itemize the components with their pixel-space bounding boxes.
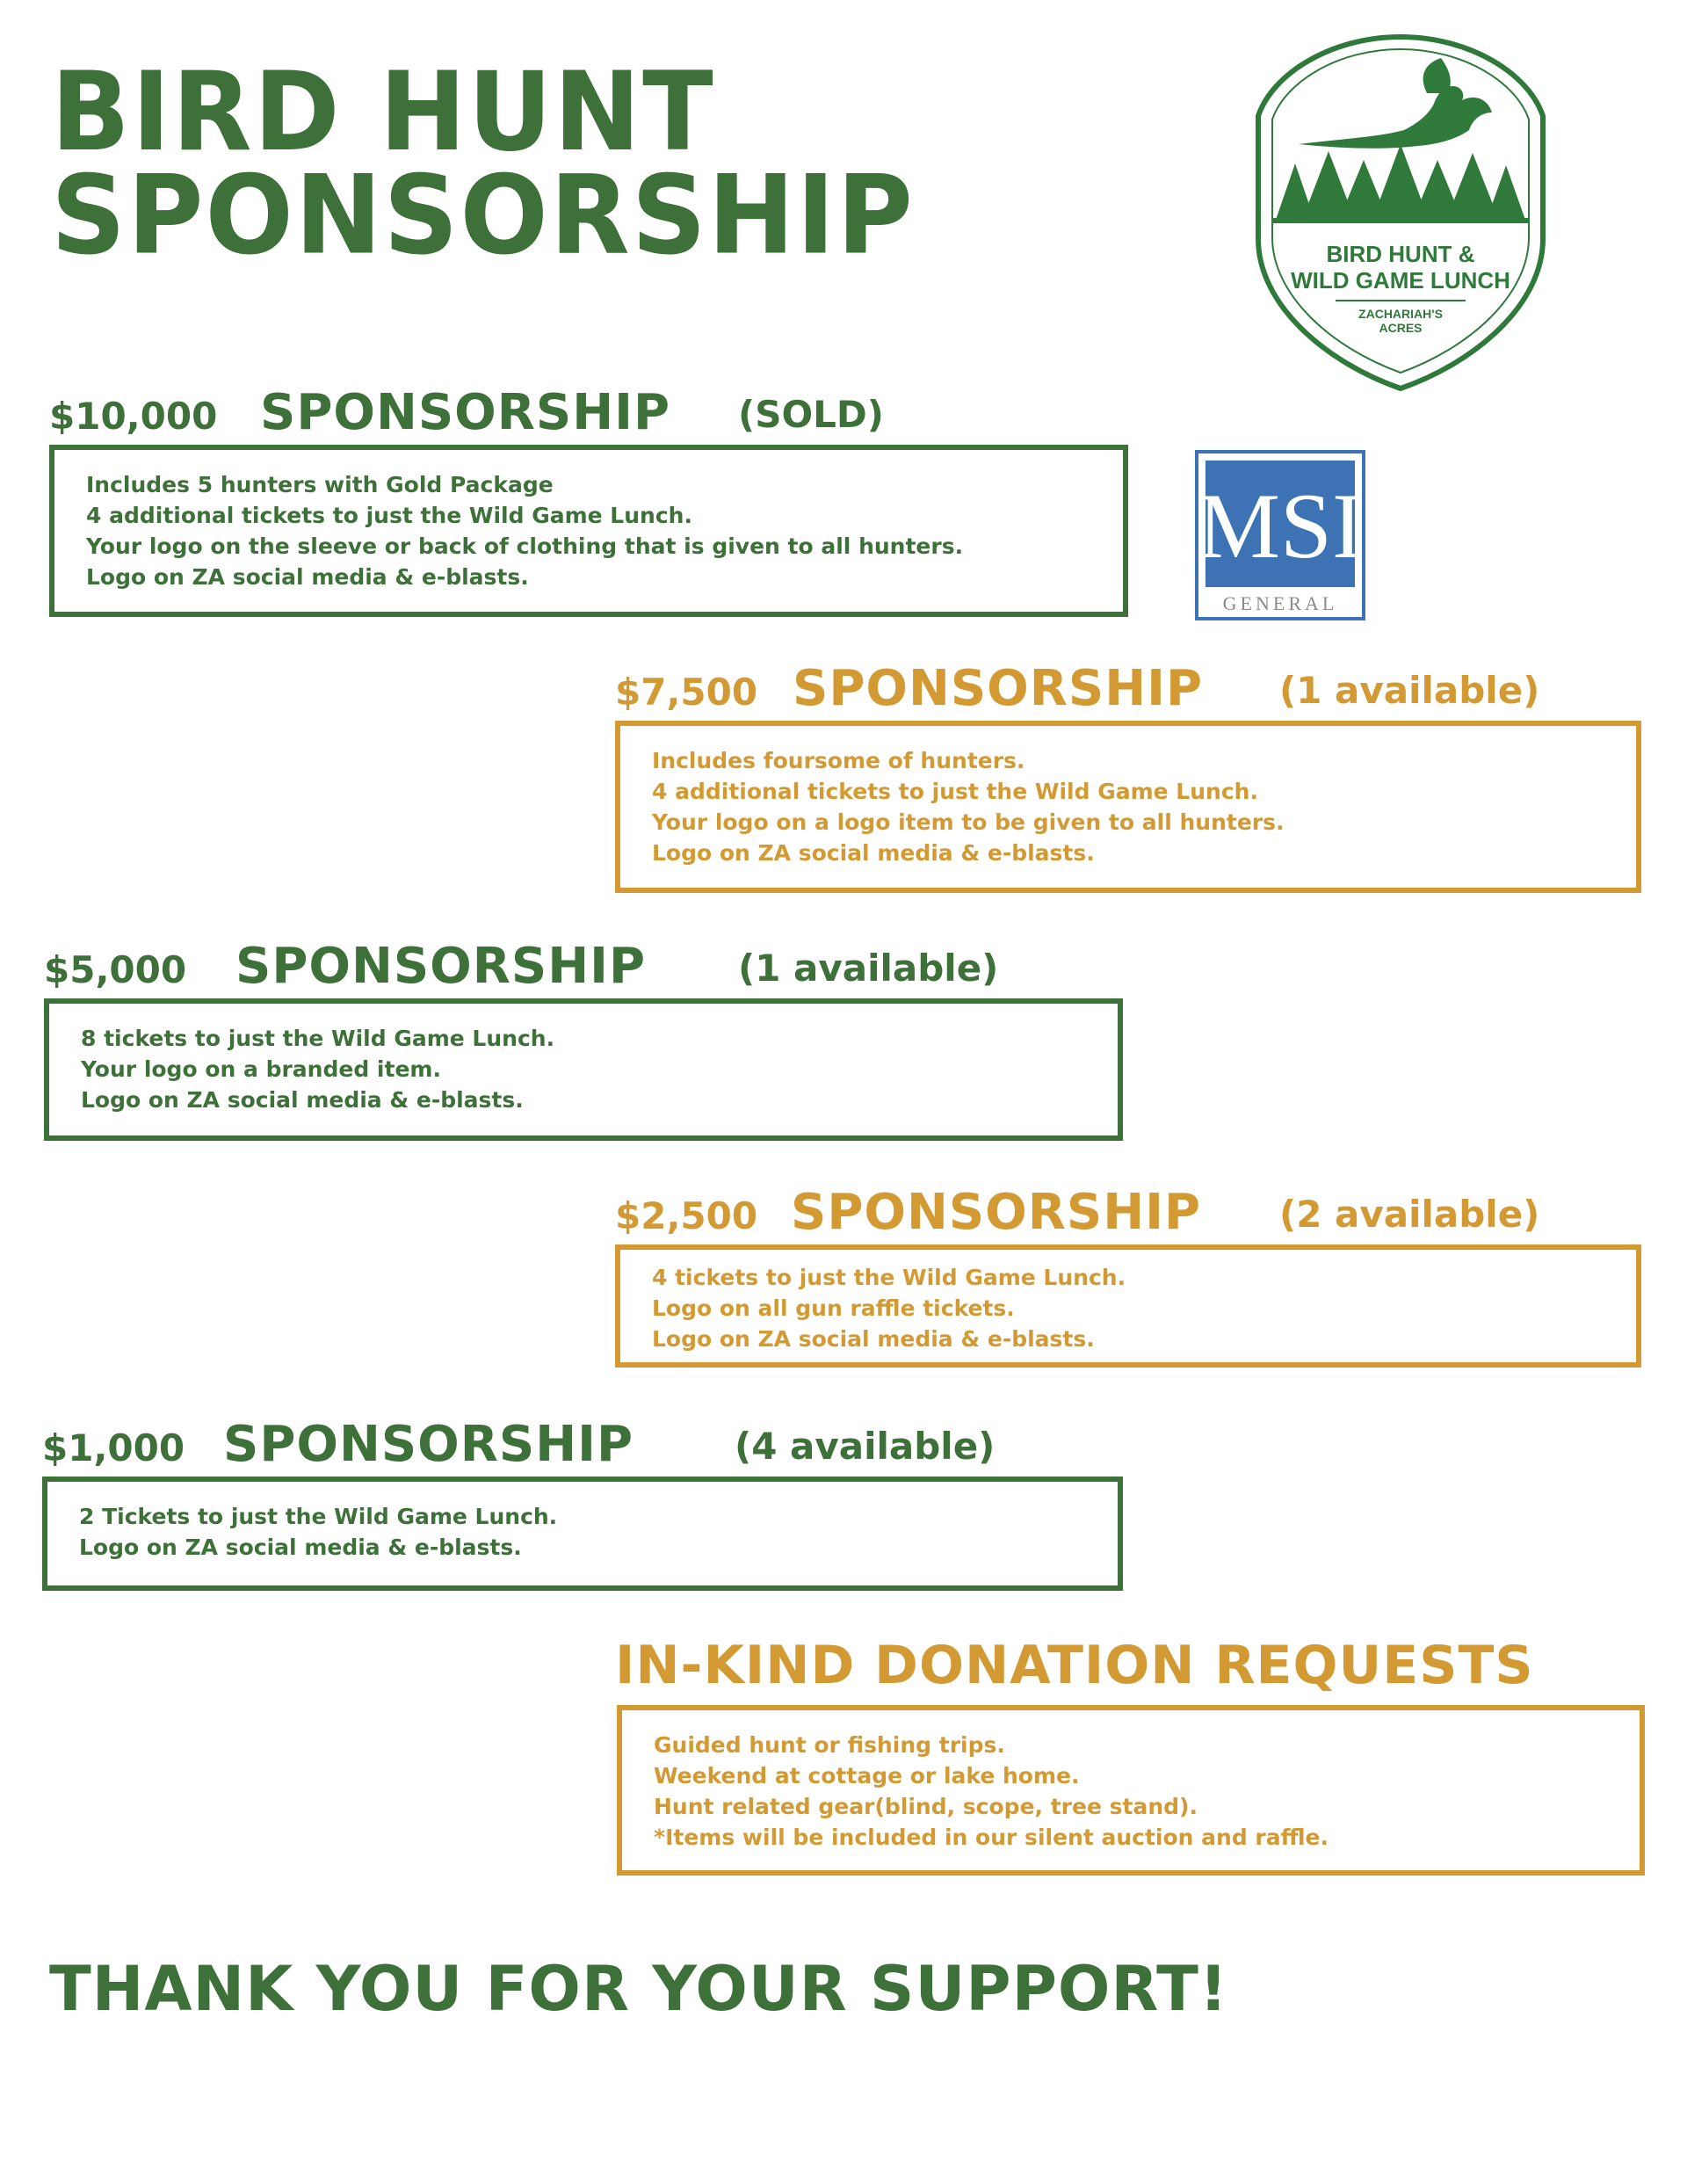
- thank-you-message: THANK YOU FOR YOUR SUPPORT!: [49, 1953, 1228, 2025]
- benefit-item: 2 Tickets to just the Wild Game Lunch.: [79, 1504, 558, 1529]
- tier-benefits-box: [44, 998, 1123, 1141]
- benefit-item: Logo on ZA social media & e-blasts.: [652, 1326, 1095, 1352]
- tier-5000: [44, 937, 1125, 1141]
- page-title-line2: SPONSORSHIP: [51, 150, 915, 279]
- inkind-item: *Items will be included in our silent auction and raffle.: [654, 1825, 1329, 1850]
- benefit-item: Logo on ZA social media & e-blasts.: [81, 1087, 524, 1113]
- benefit-item: 4 tickets to just the Wild Game Lunch.: [652, 1265, 1126, 1290]
- tier-status: (2 available): [1279, 1193, 1540, 1236]
- tier-10000: [49, 383, 1130, 617]
- benefit-item: 4 additional tickets to just the Wild Game Lunch.: [652, 779, 1258, 804]
- tier-7500: [615, 659, 1643, 893]
- tier-price: $2,500: [615, 1194, 758, 1237]
- tier-2500: [615, 1183, 1643, 1368]
- tier-label: SPONSORSHIP: [260, 384, 670, 441]
- tier-label: SPONSORSHIP: [223, 1416, 634, 1473]
- tier-price: $7,500: [615, 671, 758, 714]
- event-badge-logo: [1246, 32, 1555, 397]
- badge-name-line1: BIRD HUNT &: [1326, 241, 1475, 267]
- tier-status: (1 available): [1279, 669, 1540, 712]
- tier-label: SPONSORSHIP: [235, 938, 646, 995]
- benefit-item: Your logo on the sleeve or back of clothing that is given to all hunters.: [86, 533, 964, 559]
- benefit-item: 8 tickets to just the Wild Game Lunch.: [81, 1026, 555, 1051]
- inkind-title: IN-KIND DONATION REQUESTS: [615, 1635, 1534, 1696]
- tier-1000: [42, 1415, 1125, 1591]
- tier-price: $10,000: [49, 395, 218, 438]
- benefit-item: Logo on all gun raffle tickets.: [652, 1295, 1015, 1321]
- tier-status: (4 available): [735, 1425, 996, 1468]
- benefit-item: Includes 5 hunters with Gold Package: [86, 472, 554, 497]
- inkind-item: Weekend at cottage or lake home.: [654, 1763, 1080, 1789]
- tier-label: SPONSORSHIP: [791, 1184, 1201, 1241]
- badge-name-line2: WILD GAME LUNCH: [1291, 267, 1510, 294]
- tier-price: $1,000: [42, 1426, 185, 1469]
- tier-status: (SOLD): [738, 393, 884, 436]
- benefit-item: 4 additional tickets to just the Wild Game Lunch.: [86, 503, 692, 528]
- msi-general-logo: [1195, 450, 1365, 620]
- badge-org-line2: ACRES: [1379, 321, 1423, 335]
- tier-benefits-box: [615, 721, 1641, 893]
- inkind-item: Hunt related gear(blind, scope, tree stand).: [654, 1794, 1198, 1819]
- benefit-item: Logo on ZA social media & e-blasts.: [79, 1535, 522, 1560]
- msi-mark: MSI: [1197, 475, 1364, 577]
- tier-benefits-box: [615, 1244, 1641, 1368]
- tier-benefits-box: [42, 1477, 1123, 1591]
- tier-status: (1 available): [738, 947, 999, 990]
- benefit-item: Logo on ZA social media & e-blasts.: [652, 840, 1095, 866]
- tier-price: $5,000: [44, 948, 187, 991]
- page-title: [51, 47, 915, 279]
- page-title-line1: BIRD HUNT: [51, 47, 715, 176]
- tier-label: SPONSORSHIP: [793, 660, 1203, 717]
- inkind-item: Guided hunt or fishing trips.: [654, 1732, 1005, 1758]
- benefit-item: Includes foursome of hunters.: [652, 748, 1025, 773]
- inkind-box: [617, 1705, 1645, 1876]
- benefit-item: Your logo on a logo item to be given to all hunters.: [652, 809, 1285, 835]
- badge-org-line1: ZACHARIAH'S: [1358, 307, 1443, 321]
- benefit-item: Your logo on a branded item.: [81, 1056, 441, 1082]
- benefit-item: Logo on ZA social media & e-blasts.: [86, 564, 529, 590]
- msi-sub: GENERAL: [1222, 592, 1338, 614]
- tier-benefits-box: [49, 445, 1128, 617]
